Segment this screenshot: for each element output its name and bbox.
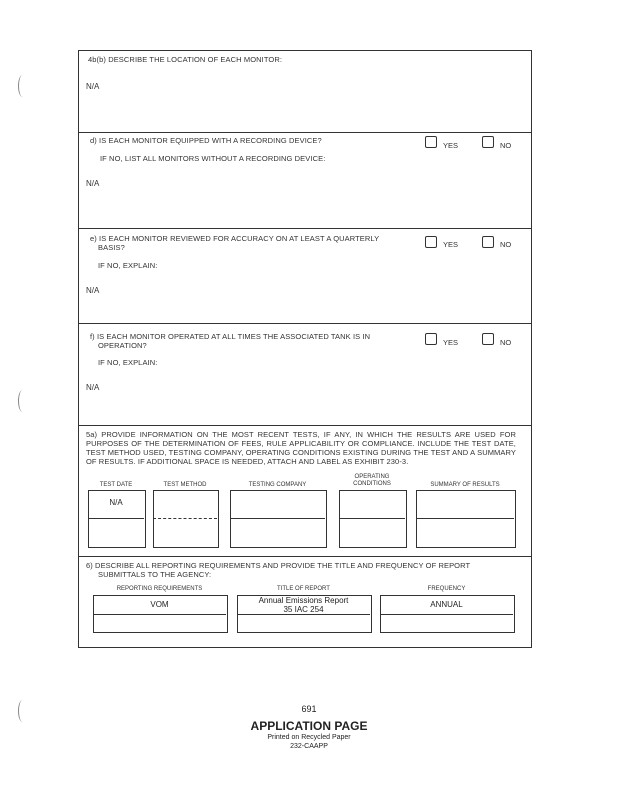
checkbox-operated-no[interactable]	[482, 333, 494, 345]
divider	[79, 132, 531, 133]
col-test-method: TEST METHOD	[163, 482, 207, 488]
answer-operated-all-times: N/A	[86, 383, 100, 392]
instructions-reporting: 6) DESCRIBE ALL REPORTING REQUIREMENTS AND PROVIDE THE TITLE AND FREQUENCY OF REPORT	[86, 561, 471, 570]
form-code: 232-CAAPP	[290, 743, 328, 750]
sub-accuracy-review: IF NO, EXPLAIN:	[98, 261, 158, 270]
question-operated-all-times: f) IS EACH MONITOR OPERATED AT ALL TIMES THE ASSOCIATED TANK IS IN	[90, 332, 371, 341]
answer-recording-device: N/A	[86, 179, 100, 188]
cell-divider	[339, 518, 405, 519]
page-title: APPLICATION PAGE	[250, 719, 368, 733]
question-operated-all-times-line2: OPERATION?	[98, 341, 147, 350]
answer-monitor-location: N/A	[86, 82, 100, 91]
question-accuracy-review: e) IS EACH MONITOR REVIEWED FOR ACCURACY ON AT LEAST A QUARTERLY	[90, 234, 380, 243]
cell-divider	[237, 614, 370, 615]
col-operating-conditions: OPERATING CONDITIONS	[353, 474, 391, 487]
checkbox-accuracy-yes[interactable]	[425, 236, 437, 248]
col-title-of-report: TITLE OF REPORT	[277, 586, 330, 592]
question-monitor-location: 4b(b) DESCRIBE THE LOCATION OF EACH MONITOR:	[88, 55, 283, 64]
cell-divider	[230, 518, 325, 519]
col-frequency: FREQUENCY	[427, 586, 466, 592]
divider	[79, 425, 531, 426]
sub-recording-device: IF NO, LIST ALL MONITORS WITHOUT A RECORDING DEVICE:	[100, 154, 326, 163]
label-accuracy-yes: YES	[443, 240, 459, 249]
printed-note: Printed on Recycled Paper	[267, 734, 351, 741]
label-operated-yes: YES	[443, 338, 459, 347]
label-operated-no: NO	[500, 338, 512, 347]
checkbox-operated-yes[interactable]	[425, 333, 437, 345]
label-recording-yes: YES	[443, 141, 459, 150]
cell-summary-results[interactable]	[416, 490, 516, 548]
instructions-recent-tests: 5a) PROVIDE INFORMATION ON THE MOST RECENT TESTS, IF ANY, IN WHICH THE RESULTS ARE USED FOR PURPOSES OF THE DETERMINATION OF FEES, RULE APPLICABILITY OR COMPLIANCE. INCLUDE THE TEST DATE, TEST METHOD USED, TESTING COMPANY, OPERATING CONDITIONS EXISTING DURING THE TEST AND A SUMMARY OF RESULTS. IF ADDITIONAL SPACE IS NEEDED, ATTACH AND LABEL AS EXHIBIT 230-3.	[86, 430, 516, 466]
cell-divider	[380, 614, 513, 615]
col-reporting-requirements: REPORTING REQUIREMENTS	[116, 586, 203, 592]
punch-mark-top	[18, 75, 27, 97]
label-recording-no: NO	[500, 141, 512, 150]
cell-test-method[interactable]	[153, 490, 219, 548]
checkbox-recording-no[interactable]	[482, 136, 494, 148]
value-frequency: ANNUAL	[430, 600, 463, 609]
value-title-of-report-line2: 35 IAC 254	[283, 605, 324, 614]
checkbox-recording-yes[interactable]	[425, 136, 437, 148]
col-testing-company: TESTING COMPANY	[248, 482, 307, 488]
col-summary-results: SUMMARY OF RESULTS	[430, 482, 500, 488]
cell-divider	[416, 518, 514, 519]
divider	[79, 323, 531, 324]
punch-mark-middle	[18, 390, 27, 412]
value-reporting-requirement: VOM	[150, 600, 169, 609]
divider	[79, 228, 531, 229]
label-accuracy-no: NO	[500, 240, 512, 249]
value-title-of-report: Annual Emissions Report	[258, 596, 349, 605]
cell-divider	[153, 518, 217, 519]
cell-divider	[88, 518, 144, 519]
question-recording-device: d) IS EACH MONITOR EQUIPPED WITH A RECORDING DEVICE?	[90, 136, 322, 145]
answer-accuracy-review: N/A	[86, 286, 100, 295]
sub-operated-all-times: IF NO, EXPLAIN:	[98, 358, 158, 367]
page-number: 691	[301, 704, 317, 714]
cell-divider	[93, 614, 226, 615]
checkbox-accuracy-no[interactable]	[482, 236, 494, 248]
col-test-date: TEST DATE	[99, 482, 133, 488]
divider	[79, 556, 531, 557]
value-test-date: N/A	[109, 498, 123, 507]
cell-testing-company[interactable]	[230, 490, 327, 548]
cell-operating-conditions[interactable]	[339, 490, 407, 548]
instructions-reporting-line2: SUBMITTALS TO THE AGENCY:	[98, 570, 212, 579]
question-accuracy-review-line2: BASIS?	[98, 243, 125, 252]
